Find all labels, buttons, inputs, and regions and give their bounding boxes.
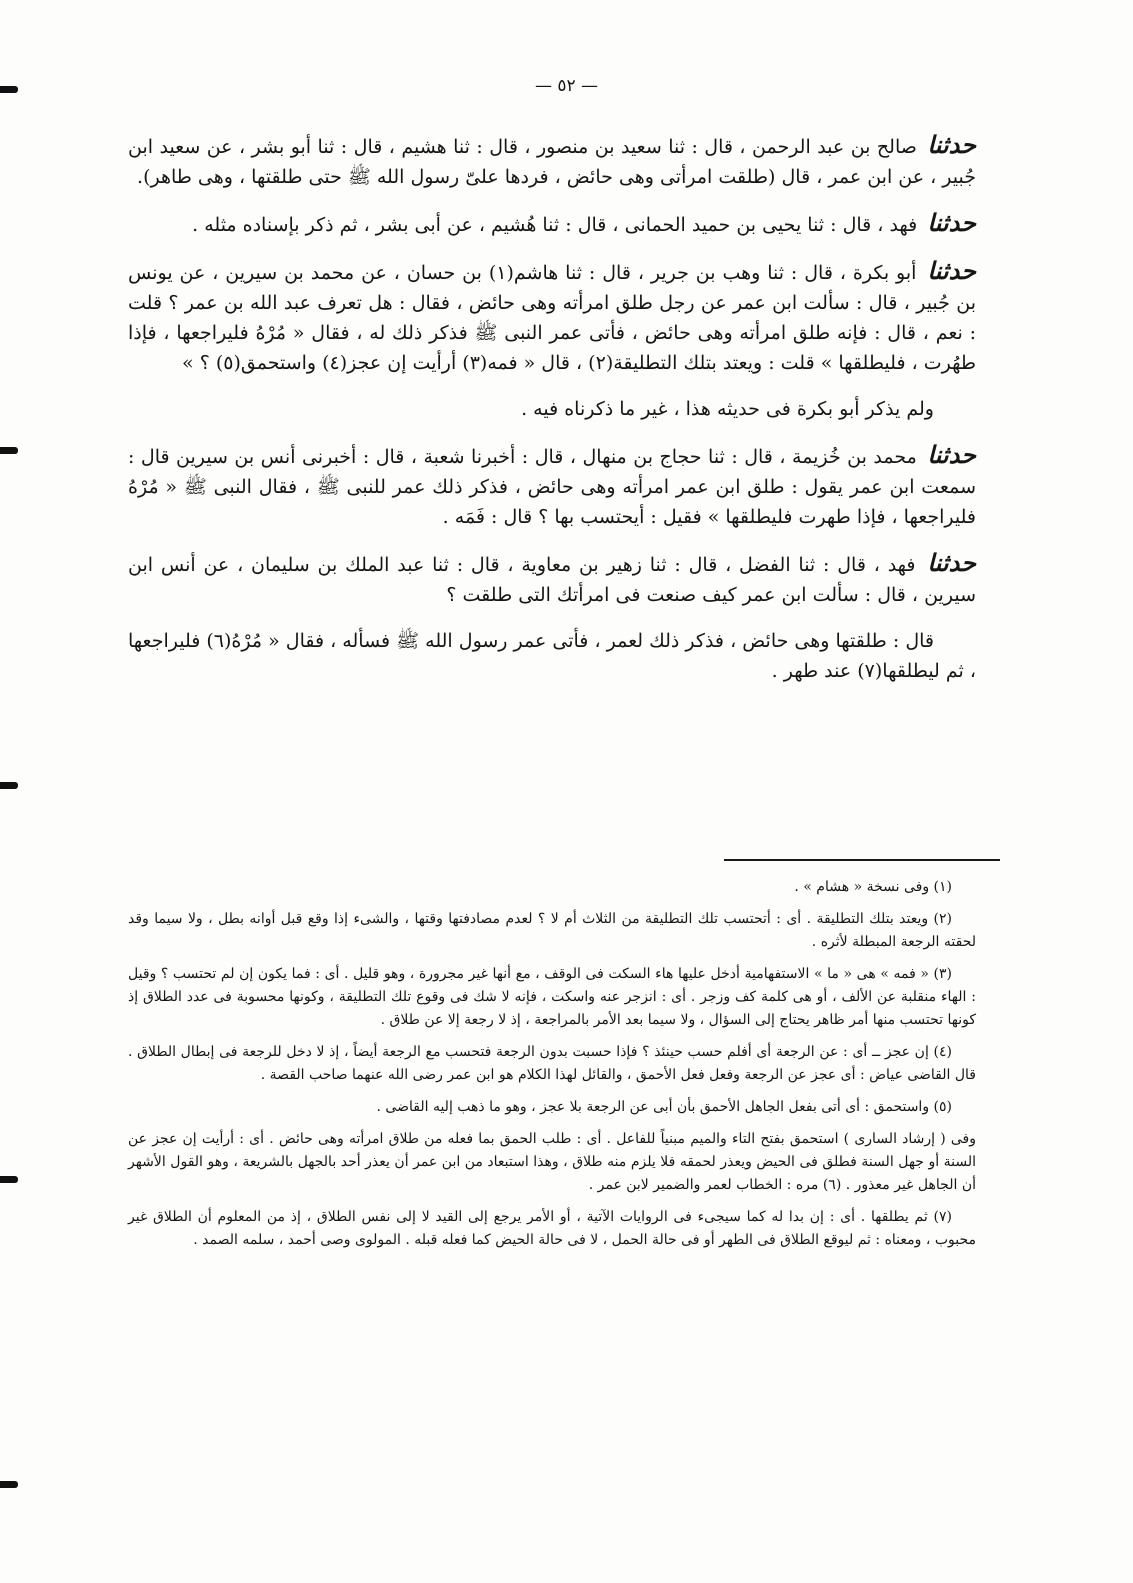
paragraph-text: فهد ، قال : ثنا الفضل ، قال : ثنا زهير بن معاوية ، قال : ثنا عبد الملك بن سليمان ، عن أنس ابن سيرين ، قال : سألت ابن عمر كيف صنعت فى امرأتك التى طلقت ؟ <box>128 554 976 606</box>
haddathana-heading: حدثنا <box>927 256 976 285</box>
scan-edge-mark <box>0 782 18 789</box>
haddathana-heading: حدثنا <box>927 548 977 577</box>
scan-edge-mark <box>0 447 18 454</box>
paragraph-text: أبو بكرة ، قال : ثنا وهب بن جرير ، قال : ثنا هاشم(١) بن حسان ، عن محمد بن سيرين ، عن يونس بن جُبير ، قال : سألت ابن عمر عن رجل طلق امرأته وهى حائض ، فقال : هل تعرف عبد الله بن عمر ؟ قلت : نعم ، قال : فإنه طلق امرأته وهى حائض ، فأتى عمر النبى ﷺ فذكر ذلك له ، فقال « مُرْهُ فليراجعها ، فإذا طهُرت ، فليطلقها » قلت : ويعتد بتلك التطليقة(٢) ، قال « فمه(٣) أرأيت إن عجز(٤) واستحمق(٥) ؟ » <box>128 262 976 374</box>
footnote: (٣) « فمه » هى « ما » الاستفهامية أدخل عليها هاء السكت فى الوقف ، مع أنها غير مجرورة ، وهو قليل . أى : فما يكون إن لم تحتسب ؟ وقيل : الهاء منقلبة عن الألف ، أو هى كلمة كف وزجر . أى : انزجر عنه واسكت ، فإنه لا شك فى وقوع تلك التطليقة ، وكونها محسوبة فى عدد الطلاق إذ كونها تحتسب منها أمر ظاهر يحتاج إلى السؤال ، ولا سيما بعد الأمر بالمراجعة ، إذ لا رجعة إلا عن طلاق . <box>128 966 976 1028</box>
paragraph-text: ولم يذكر أبو بكرة فى حديثه هذا ، غير ما ذكرناه فيه . <box>521 398 934 420</box>
hadith-paragraph <box>128 440 976 532</box>
footnotes <box>128 876 976 1261</box>
hadith-paragraph <box>128 548 976 610</box>
paragraph-text: محمد بن خُزيمة ، قال : ثنا حجاج بن منهال ، قال : أخبرنا شعبة ، قال : أخبرنى أنس بن سيرين قال : سمعت ابن عمر يقول : طلق ابن عمر امرأته وهى حائض ، فذكر ذلك عمر للنبى ﷺ ، فقال النبى ﷺ « مُرْهُ فليراجعها ، فإذا طهرت فليطلقها » فقيل : أيحتسب بها ؟ قال : فَمَه . <box>128 446 976 528</box>
footnote: (١) وفى نسخة « هشام » . <box>794 879 952 895</box>
hadith-paragraph <box>128 208 976 240</box>
footnote-divider <box>724 859 1000 861</box>
footnote: (٤) إن عجز ــ أى : عن الرجعة أى أفلم حسب حينئذ ؟ فإذا حسبت بدون الرجعة فتحسب مع الرجعة أيضاً ، إذ لا دخل للرجعة فى إبطال الطلاق . قال القاضى عياض : أى عجز عن الرجعة وفعل فعل الأحمق ، والقائل لهذا الكلام هو ابن عمر رضى الله عنهما صاحب القصة . <box>128 1044 976 1083</box>
page-number: — ٥٢ — <box>534 76 599 96</box>
footnote: (٥) واستحمق : أى أتى بفعل الجاهل الأحمق بأن أبى عن الرجعة بلا عجز ، وهو ما ذهب إليه القاضى . <box>376 1099 952 1115</box>
hadith-paragraph <box>128 130 976 192</box>
continuation-paragraph <box>128 626 976 686</box>
footnote: وفى ( إرشاد السارى ) استحمق بفتح التاء والميم مبنياً للفاعل . أى : طلب الحمق بما فعله من طلاق امرأته وهى حائض . أى : أرأيت إن عجز عن السنة أو جهل السنة فطلق فى الحيض ويعذر لحمقه فلا يلزم منه طلاق ، وهذا استبعاد من ابن عمر أن يعذر أحد بالجهل بالشريعة ، وهو القول الأشهر أن الجاهل غير معذور . (٦) مره : الخطاب لعمر والضمير لابن عمر . <box>128 1131 976 1193</box>
footnote: (٢) ويعتد بتلك التطليقة . أى : أتحتسب تلك التطليقة من الثلاث أم لا ؟ لعدم مصادفتها وقتها ، والشىء إذا وقع قبل أوانه بطل ، ولا سيما وقد لحقته الرجعة المبطلة لأثره . <box>128 911 976 950</box>
haddathana-heading: حدثنا <box>927 130 976 159</box>
paragraph-text: صالح بن عبد الرحمن ، قال : ثنا سعيد بن منصور ، قال : ثنا هشيم ، قال : ثنا أبو بشر ، عن سعيد ابن جُبير ، عن ابن عمر ، قال (طلقت امرأتى وهى حائض ، فردها علىّ رسول الله ﷺ حتى طلقتها ، وهى طاهر). <box>128 136 976 188</box>
scan-edge-mark <box>0 1176 18 1183</box>
footnote: (٧) ثم يطلقها . أى : إن بدا له كما سيجىء فى الروايات الآتية ، أو الأمر يرجع إلى القيد لا إلى نفس الطلاق ، إذ من المعلوم أن الطلاق غير محبوب ، ومعناه : ثم ليوقع الطلاق فى الطهر أو فى حالة الحمل ، لا فى حالة الحيض كما فعله قبله . المولوى وصى أحمد ، سلمه الصمد . <box>128 1209 976 1248</box>
haddathana-heading: حدثنا <box>927 208 976 237</box>
haddathana-heading: حدثنا <box>927 440 976 469</box>
commentary-paragraph <box>128 394 976 424</box>
scan-edge-mark <box>0 1481 18 1488</box>
paragraph-text: فهد ، قال : ثنا يحيى بن حميد الحمانى ، قال : ثنا هُشيم ، عن أبى بشر ، ثم ذكر بإسناده مثله . <box>192 214 918 236</box>
hadith-paragraph <box>128 256 976 378</box>
paragraph-text: قال : طلقتها وهى حائض ، فذكر ذلك لعمر ، فأتى عمر رسول الله ﷺ فسأله ، فقال « مُرْهُ(٦) فليراجعها ، ثم ليطلقها(٧) عند طهر . <box>128 630 976 682</box>
main-text <box>128 130 976 702</box>
